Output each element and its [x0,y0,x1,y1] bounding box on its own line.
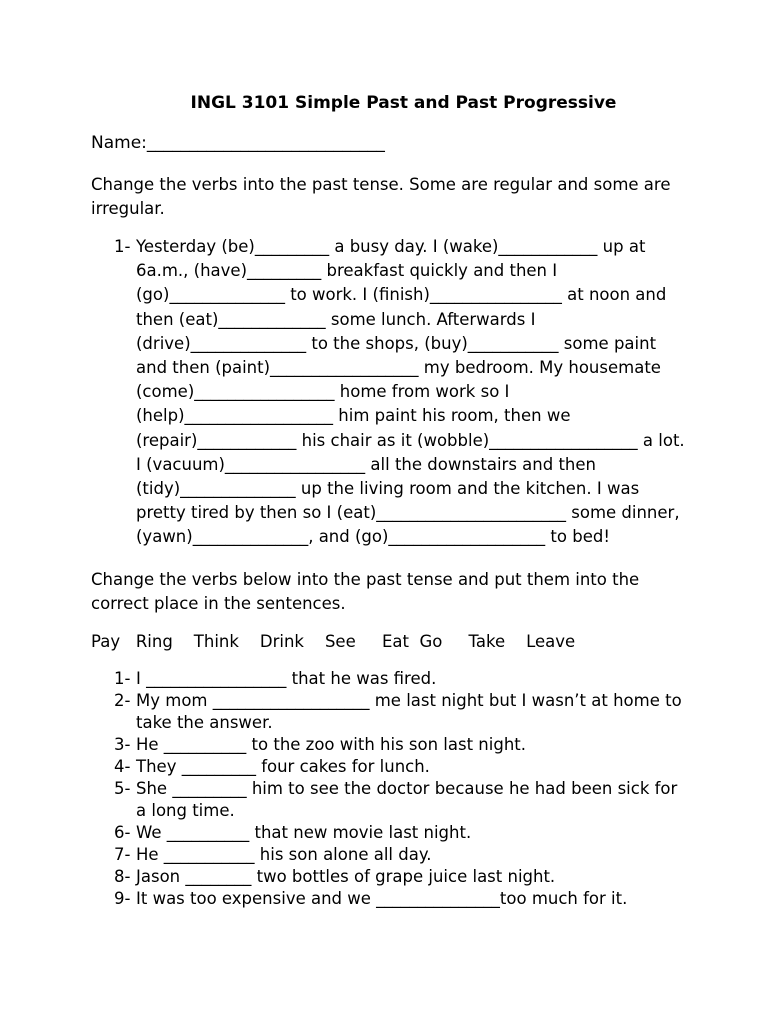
list-item [114,844,688,866]
exercise-1-text: Yesterday (be)_________ a busy day. I (wake)____________ up at 6a.m., (have)_________ breakfast quickly and then I (go)______________ to work. I (finish)________________ at noon and then (eat)_____________ some lunch. Afterwards I (drive)______________ to the shops, (buy)___________ some paint and then (paint)__________________ my bedroom. My housemate (come)_________________ home from work so I (help)__________________ him paint his room, then we (repair)____________ his chair as it (wobble)__________________ a lot. I (vacuum)_________________ all the downstairs and then (tidy)______________ up the living room and the kitchen. I was pretty tired by then so I (eat)_______________________ some dinner, (yawn)______________, and (go)___________________ to bed! [136,237,685,547]
item-number: 9- [114,888,131,908]
item-text: It was too expensive and we _______________too much for it. [136,888,628,908]
list-item [114,756,688,778]
item-number: 1- [114,668,131,688]
list-item [114,778,688,822]
item-number: 3- [114,734,131,754]
exercise-1-paragraph [114,235,688,550]
item-number: 4- [114,756,131,776]
item-text: I _________________ that he was fired. [136,668,437,688]
item-text: He __________ to the zoo with his son last night. [136,734,526,754]
list-item [114,888,688,910]
list-item [114,668,688,690]
list-item [114,690,688,734]
item-number: 2- [114,690,131,710]
exercise-1-number: 1- [114,237,131,256]
item-text: We __________ that new movie last night. [136,822,472,842]
item-text: My mom ___________________ me last night but I wasn’t at home to take the answer. [136,690,682,732]
verb-bank: Pay Ring Think Drink See Eat Go Take Leave [91,631,576,651]
name-field-line: Name:____________________________ [91,133,385,153]
item-number: 8- [114,866,131,886]
item-number: 6- [114,822,131,842]
worksheet-title: INGL 3101 Simple Past and Past Progressive [190,93,617,113]
instructions-part-1: Change the verbs into the past tense. Some are regular and some are irregular. [91,175,671,218]
list-item [114,822,688,844]
item-text: Jason ________ two bottles of grape juice last night. [136,866,556,886]
list-item [114,734,688,756]
item-text: They _________ four cakes for lunch. [136,756,430,776]
item-number: 7- [114,844,131,864]
item-text: She _________ him to see the doctor because he had been sick for a long time. [136,778,678,820]
instructions-part-2: Change the verbs below into the past tense and put them into the correct place in the sentences. [91,569,640,613]
sentence-list [114,668,688,910]
list-item [114,866,688,888]
item-number: 5- [114,778,131,798]
item-text: He ___________ his son alone all day. [136,844,432,864]
